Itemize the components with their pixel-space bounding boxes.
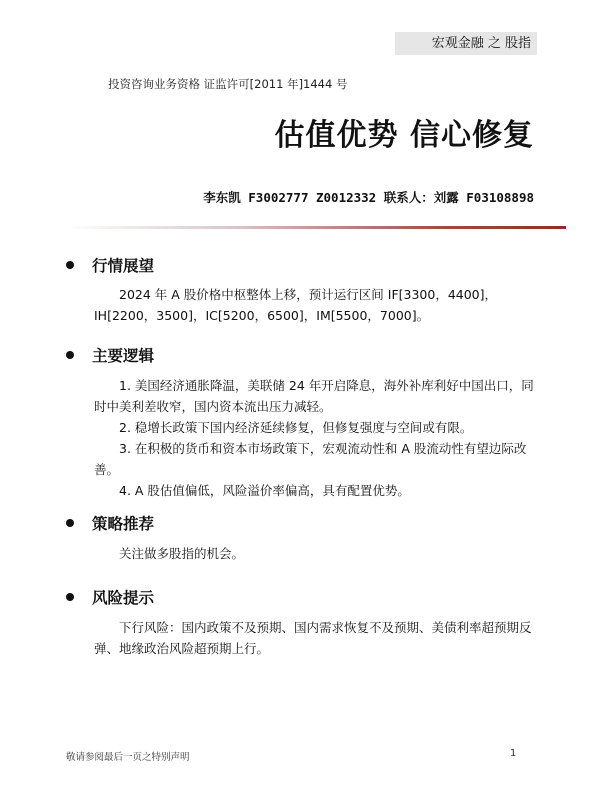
section-outlook [66, 256, 536, 326]
authors-line: 李东凯 F3002777 Z0012332 联系人：刘露 F03108898 [203, 190, 534, 205]
section-heading: 行情展望 [66, 256, 536, 276]
section-strategy [66, 514, 536, 564]
bullet-icon [66, 351, 74, 359]
section-main-logic [66, 346, 536, 501]
section-heading: 风险提示 [66, 588, 536, 608]
bullet-icon [66, 519, 74, 527]
bullet-icon [66, 593, 74, 601]
report-title: 估值优势 信心修复 [274, 118, 534, 153]
header-tab: 宏观金融 之 股指 [395, 32, 537, 55]
paragraph: 4. A 股估值偏低，风险溢价率偏高，具有配置优势。 [119, 483, 410, 498]
license-line: 投资咨询业务资格 证监许可[2011 年]1444 号 [108, 77, 348, 91]
bullet-icon [66, 261, 74, 269]
section-risk [66, 588, 536, 659]
paragraph: 下行风险：国内政策不及预期、国内需求恢复不及预期、美债利率超预期反弹、地缘政治风险超预期上行。 [94, 620, 532, 656]
footer-disclaimer: 敬请参阅最后一页之特别声明 [66, 752, 190, 763]
section-heading: 主要逻辑 [66, 346, 536, 366]
section-heading: 策略推荐 [66, 514, 536, 534]
paragraph: 1. 美国经济通胀降温，美联储 24 年开启降息，海外补库利好中国出口，同时中美利差收窄，国内资本流出压力减轻。 [94, 378, 534, 414]
paragraph: 2. 稳增长政策下国内经济延续修复，但修复强度与空间或有限。 [119, 420, 473, 435]
page-number: 1 [510, 748, 517, 759]
paragraph: 3. 在积极的货币和资本市场政策下，宏观流动性和 A 股流动性有望边际改善。 [94, 441, 527, 477]
header-divider [66, 226, 566, 229]
paragraph: 关注做多股指的机会。 [119, 546, 245, 561]
paragraph: 2024 年 A 股价格中枢整体上移，预计运行区间 IF[3300，4400]，IH[2200，3500]，IC[5200，6500]，IM[5500，7000]。 [94, 287, 498, 323]
